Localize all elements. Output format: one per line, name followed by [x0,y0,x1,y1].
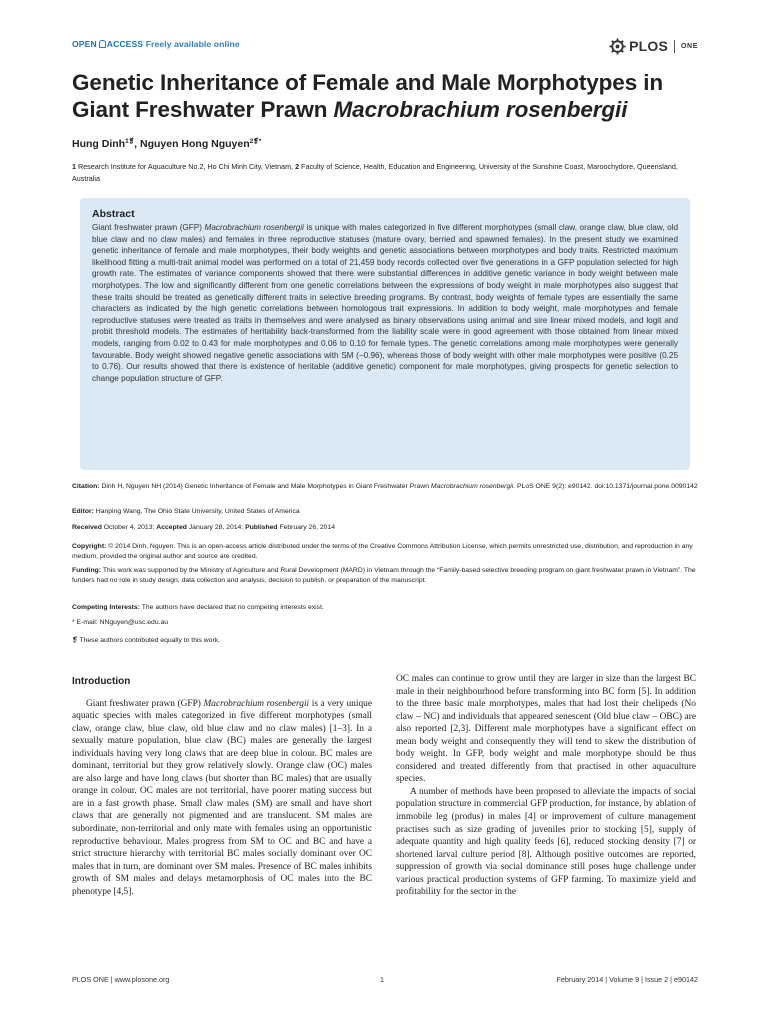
citation-line [72,482,698,492]
page-footer [72,975,698,987]
paragraph-text: Giant freshwater prawn (GFP) [86,698,204,709]
journal-header [72,36,698,60]
access-text: ACCESS [106,39,144,49]
equal-contribution-line [72,636,698,646]
author-marker: 1❡ [125,138,135,145]
article-title [72,69,712,123]
freely-available-text: Freely available online [145,39,240,49]
introduction-heading: Introduction [72,676,131,687]
editor-label: Editor: [72,508,94,515]
plos-wordmark: PLOS [629,38,669,54]
citation-doi: . PLoS ONE 9(2): e90142. doi:10.1371/journal.pone.0090142 [513,483,698,490]
corresponding-email[interactable]: * E-mail: NNguyen@usc.edu.au [72,619,169,626]
copyright-text: © 2014 Dinh, Nguyen. This is an open-access article distributed under the terms of the Creative Commons Attribution License, which permits unrestricted use, distribution, and reproduction in any medium, provided the original author and source are credited. [72,543,693,561]
affiliation-number: 2 [295,162,300,171]
funding-label: Funding: [72,567,102,574]
one-wordmark: ONE [681,42,698,50]
open-access-label [72,39,240,49]
email-line [72,618,698,628]
abstract-text: Giant freshwater prawn (GFP) [92,223,205,232]
body-column-left [72,673,372,898]
competing-text: The authors have declared that no competing interests exist. [139,604,324,611]
paragraph: A number of methods have been proposed to alleviate the impacts of social population structure in commercial GFP production, for instance, by ablation of immobile leg (produs) in males [4] or improvement of culture management practises such as size grading of juveniles prior to stocking [5], supply of adequate quantity and high quality feeds [6], reduced stocking density [7] or shortened larval culture period [8]. Although positive outcomes are reported, suppression of growth via social dominance still poses huge challenge under various practical production systems of GFP farming. To maximize yield and profitability for the sector in the [396,786,696,898]
competing-interests-line [72,603,698,613]
editor-line [72,507,698,517]
equal-contribution-note: ❡ These authors contributed equally to this work. [72,637,221,644]
abstract-text: is unique with males categorized in five different morphotypes (small claw, orange claw, blue claw, old blue claw and no claw males) and females in three reproductive statuses (mature ovary, berried and spawned females). In the present study we examined genetic inheritance of female and male morphotypes, their body weights and genetic associations between morphotypes and body traits. Restricted maximum likelihood fitting a multi-trait animal model was performed on a total of 21,459 body records collected over five generations in a GFP population selected for high growth rate. The estimates of variance components showed that there were substantial differences in additive genetic variance in body weight between male morphotypes. The low and significantly different from one genetic correlations between the expressions of body weight in male morphotypes also suggest that these traits should be treated as genetically different traits in selective breeding programs. By contrast, body weights of female types are essentially the same characters as indicated by the high genetic correlations between homologous trait expressions. In addition to body weight, male morphotypes and female reproductive statuses were treated as traits in themselves and were analysed as binary observations using animal and sire linear mixed models, and logit and probit threshold models. The estimates of heritability back-transformed from the liability scale were in good agreement with those obtained from linear mixed models, ranging from 0.02 to 0.43 for male morphotypes and 0.06 to 0.10 for female types. The genetic correlations among male morphotypes were generally favourable. Body weight showed negative genetic associations with SM (−0.96), whereas those of body weight with other male morphotypes were positive (0.25 to 0.76). Our results showed that there is existence of heritable (additive genetic) component for male morphotypes, giving prospects for genetic selection to change population structure of GFP. [92,223,679,383]
funding-text: This work was supported by the Ministry of Agriculture and Rural Development (MARD) in Vietnam through the “Family-based selective breeding program on giant freshwater prawn in Vietnam”. The funders had no role in study design, data collection and analysis, decision to publish, or preparation of the manuscript. [72,567,696,585]
citation-label: Citation: [72,483,100,490]
author-name: Nguyen Hong Nguyen [139,138,250,150]
received-date: October 4, 2013; [101,524,157,531]
copyright-line [72,542,698,562]
species-name: Macrobrachium rosenbergii [203,698,310,709]
published-label: Published [245,524,278,531]
species-name: Macrobrachium rosenbergii [204,223,304,232]
received-label: Received [72,524,102,531]
footer-issue-info: February 2014 | Volume 9 | Issue 2 | e90142 [556,975,698,984]
paragraph-text: is a very unique aquatic species with males categorized in five different morphotypes (small claw, orange claw, blue claw, old blue claw and no claw males) [1–3]. In a sexually mature population, blue claw (BC) males are generally the largest individuals having very long claws that are deep blue in colour. BC males are dominant, territorial but they grow relatively slowly. Orange claw (OC) males are also large and have long claws (but shorter than BC males) that are usually orange in colour. OC males are not territorial, have poorer mating success but are in a fast growth phase. Small claw males (SM) are small and have short claws that are generally not pigmented and are translucent. SM males are subordinate, non-territorial and only mate with females using an opportunistic reproductive behaviour. Males progress from SM to OC and BC and have a strict structure hierarchy with territorial BC males socially dominant over OC males that in turn, are dominant over SM males. Presence of BC males inhibits growth of SM males and delays metamorphosis of OC males into the BC phenotype [4,5]. [72,698,372,897]
copyright-label: Copyright: [72,543,107,550]
author-separator: , [134,138,140,150]
page-number: 1 [380,975,384,984]
citation-text: Dinh H, Nguyen NH (2014) Genetic Inheritance of Female and Male Morphotypes in Giant Freshwater Prawn [99,483,431,490]
open-access-lock-icon [99,40,106,48]
author-list [72,137,261,150]
affiliation-text: Research Institute for Aquaculture No.2, Ho Chi Minh City, Vietnam, [76,162,296,171]
author-marker: 2❡* [249,138,262,145]
open-text: OPEN [72,39,97,49]
accepted-date: January 28, 2014; [186,524,246,531]
logo-divider [674,40,675,53]
accepted-label: Accepted [156,524,187,531]
affiliation-text: Faculty of Science, Health, Education and Engineering, University of the Sunshine Coast, Maroochydore, Queensland, Australia [72,162,678,183]
affiliation-number: 1 [72,162,76,171]
abstract-panel [80,198,690,470]
abstract-heading: Abstract [92,208,135,220]
affiliations [72,161,700,184]
plos-one-logo [609,36,698,56]
abstract-body [92,222,678,384]
footer-journal-url[interactable]: PLOS ONE | www.plosone.org [72,975,170,984]
plos-gear-icon [609,38,626,55]
species-name: Macrobrachium rosenbergii [333,97,628,122]
dates-line [72,523,698,533]
author-name: Hung Dinh [72,138,126,150]
competing-label: Competing Interests: [72,604,140,611]
title-line-2 [72,96,712,123]
paragraph: OC males can continue to grow until they are larger in size than the largest BC male in their neighbourhood before transforming into BC form [5]. In addition to the three basic male morphotypes, males that had lost their chelipeds (No claw – NC) and individuals that appeared senescent (Old blue claw – OBC) are also reported [2,3]. Different male morphotypes have a significant effect on mean body weight and consequently they will tend to skew the distribution of body weight. In GFP, body weight and male morphotype should be thus considered and treated differently from that practised in other aquaculture species. [396,674,696,785]
paragraph [72,698,372,899]
title-line-1: Genetic Inheritance of Female and Male Morphotypes in [72,70,664,95]
published-date: February 26, 2014 [277,524,336,531]
body-column-right [396,673,696,899]
editor-text: Hanping Wang, The Ohio State University, United States of America [93,508,300,515]
species-name: Macrobrachium rosenbergii [430,483,514,490]
funding-line [72,566,698,586]
title-line-2-text: Giant Freshwater Prawn [72,97,334,122]
